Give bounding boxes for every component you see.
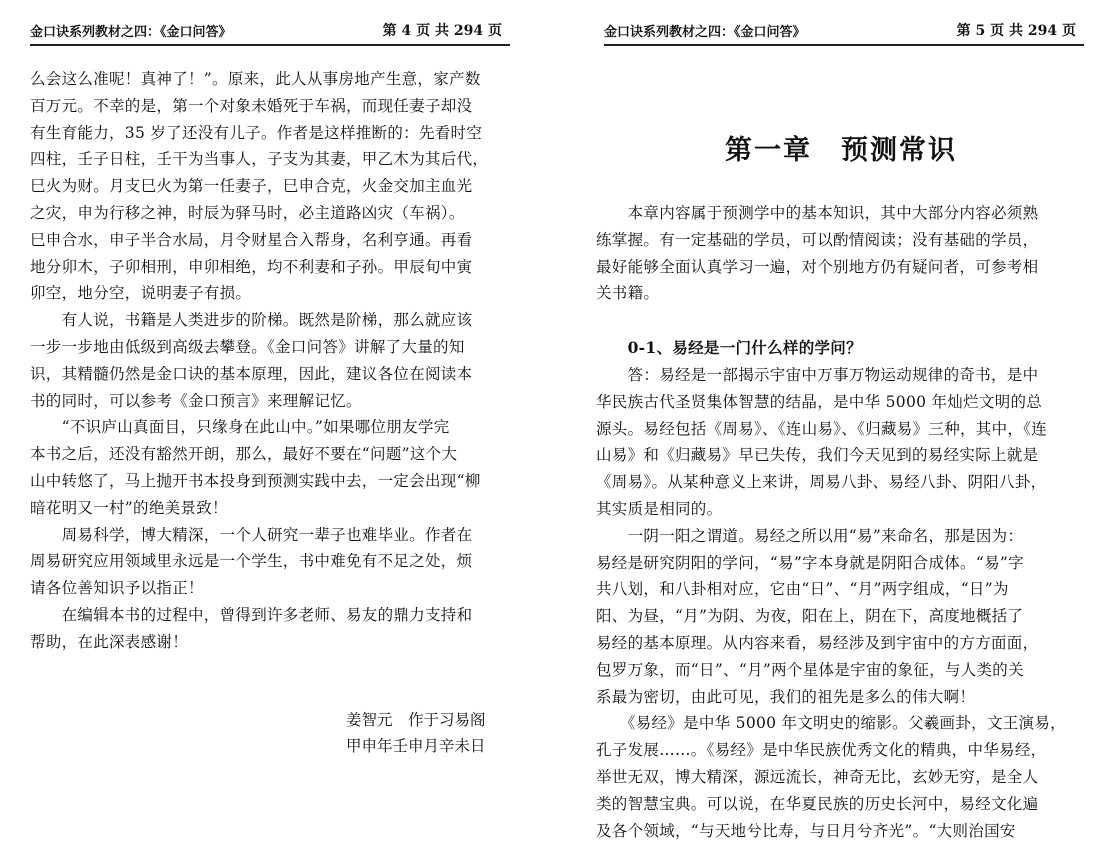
- chapter-title: 第一章 预测常识: [725, 135, 957, 166]
- left-header-page-info: 第 4 页 共 294 页: [382, 23, 502, 39]
- answer-paragraph: 《易经》是中华 5000 年文明史的缩影。父羲画卦，文王演易， 孔子发展……。《易经》是中华民族优秀文化的精典，中华易经， 举世无双，博大精深，源远流长，神奇无比，玄妙无穷，是全人 类的智慧宝典。可以说，在华夏民族的历史长河中，易经文化遍 及各个领域，“与天地兮比寿，与日月兮齐光”。“大则治国安: [596, 714, 1066, 840]
- signature-date: 甲申年壬申月辛未日: [346, 737, 486, 755]
- left-page: [0, 0, 540, 820]
- left-paragraph: “不识庐山真面目，只缘身在此山中。”如果哪位朋友学完 本书之后，还没有豁然开朗，那么，最好不要在“问题”这个大 山中转悠了，马上抛开书本投身到预测实践中去，一定会出现“柳 暗花明又一村”的绝美景致！: [30, 418, 481, 517]
- right-page: [548, 0, 1096, 840]
- right-page-header: [604, 14, 1084, 46]
- question-heading: 0-1、易经是一门什么样的学问？: [596, 338, 862, 358]
- left-header-title: 金口诀系列教材之四：《金口问答》: [30, 25, 232, 40]
- left-paragraph: 有人说，书籍是人类进步的阶梯。既然是阶梯，那么就应该 一步一步地由低级到高级去攀登。《金口问答》讲解了大量的知 识，其精髓仍然是金口诀的基本原理，因此，建议各位在阅读本 书的同时，可以参考《金口预言》来理解记忆。: [30, 311, 473, 410]
- left-page-header: [30, 14, 510, 46]
- answer-paragraph: 一阴一阳之谓道。易经之所以用“易”来命名，那是因为： 易经是研究阴阳的学问，“易”字本身就是阴阳合成体。“易”字 共八划，和八卦相对应，它由“日”、“月”两字组成，“日”为 阳、为昼，“月”为阴、为夜，阳在上，阴在下，高度地概括了 易经的基本原理。从内容来看，易经涉及到宇宙中的方方面面， 包罗万象，而“日”、“月”两个星体是宇宙的象征，与人类的关 系最为密切，由此可见，我们的祖先是多么的伟大啊！: [596, 526, 1039, 706]
- answer-paragraph: 答：易经是一部揭示宇宙中万事万物运动规律的奇书，是中 华民族古代圣贤集体智慧的结晶，是中华 5000 年灿烂文明的总 源头。易经包括《周易》、《连山易》、《归藏易》三种，其中，《连 山易》和《归藏易》早已失传，我们今天见到的易经实际上就是 《周易》。从某种意义上来讲，周易八卦、易经八卦、阴阳八卦， 其实质是相同的。: [596, 365, 1048, 518]
- left-body-text: [30, 66, 508, 656]
- right-header-title: 金口诀系列教材之四：《金口问答》: [604, 25, 806, 40]
- signature-author: 姜智元 作于习易阁: [346, 711, 486, 729]
- right-header-page-info: 第 5 页 共 294 页: [956, 23, 1076, 39]
- section-gap: [596, 307, 1086, 335]
- right-body-text: [596, 200, 1086, 844]
- left-paragraph: 在编辑本书的过程中，曾得到许多老师、易友的鼎力支持和 帮助，在此深表感谢！: [30, 605, 473, 651]
- left-paragraph: 么会这么准呢！真神了！”。原来，此人从事房地产生意，家产数 百万元。不幸的是，第一个对象未婚死于车祸，而现任妻子却没 有生育能力，35 岁了还没有儿子。作者是这样推断的：先看时空 四柱，壬子日柱，壬干为当事人，子支为其妻，甲乙木为其后代， 巳火为财。月支巳火为第一任妻子，巳申合克，火金交加主血光 之灾，申为行移之神，时辰为驿马时，必主道路凶灾（车祸）。 巳申合水，申子半合水局，月令财星合入帮身，名利亨通。再看 地分卯木，子卯相刑，申卯相绝，均不利妻和子孙。甲辰旬中寅 卯空，地分空，说明妻子有损。: [30, 70, 489, 303]
- left-paragraph: 周易科学，博大精深，一个人研究一辈子也难毕业。作者在 周易研究应用领域里永远是一个学生，书中难免有不足之处，烦 请各位善知识予以指正！: [30, 525, 473, 598]
- chapter-intro: 本章内容属于预测学中的基本知识，其中大部分内容必须熟 练掌握。有一定基础的学员，可以酌情阅读；没有基础的学员， 最好能够全面认真学习一遍，对个别地方仍有疑问者，可参考相 关书籍。: [596, 204, 1039, 303]
